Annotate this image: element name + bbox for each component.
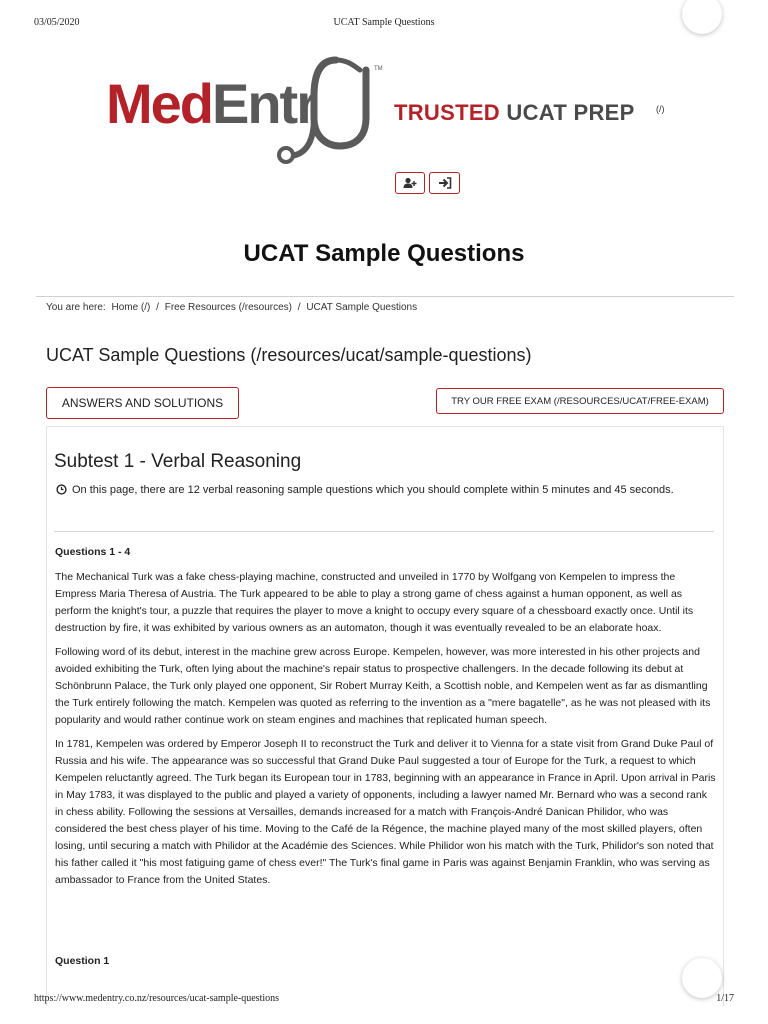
- print-date: 03/05/2020: [34, 17, 80, 28]
- tagline-rest: UCAT PREP: [500, 100, 635, 125]
- breadcrumb-home[interactable]: Home (/): [111, 302, 151, 313]
- breadcrumb-free-resources[interactable]: Free Resources (/resources): [164, 302, 292, 313]
- tagline-link[interactable]: (/): [656, 104, 665, 114]
- passage: [55, 569, 717, 896]
- sign-in-icon: [438, 177, 452, 189]
- intro-text: On this page, there are 12 verbal reasoning sample questions which you should complete within 5 minutes and 45 seconds.: [72, 484, 674, 496]
- print-footer: [0, 993, 768, 1007]
- user-plus-icon: [403, 177, 417, 189]
- free-exam-button[interactable]: TRY OUR FREE EXAM (/RESOURCES/UCAT/FREE-EXAM): [436, 388, 724, 414]
- tagline-trusted: TRUSTED: [394, 100, 500, 125]
- register-button[interactable]: [395, 172, 425, 194]
- clock-icon: [56, 484, 67, 495]
- passage-paragraph: The Mechanical Turk was a fake chess-playing machine, constructed and unveiled in 1770 by Wolfgang von Kempelen to impress the Empress Maria Theresa of Austria. The Turk appeared to be able to play a strong game of chess against a human opponent, as well as perform the knight's tour, a puzzle that requires the player to move a knight to occupy every square of a chessboard exactly once. Until its destruction by fire, it was exhibited by various owners as an automaton, though it was eventually revealed to be an elaborate hoax.: [55, 571, 694, 634]
- logo-med: Med: [106, 72, 212, 135]
- logo-tm: TM: [374, 66, 383, 72]
- section-heading-link[interactable]: UCAT Sample Questions (/resources/ucat/sample-questions): [46, 345, 532, 365]
- passage-paragraph: Following word of its debut, interest in the machine grew across Europe. Kempelen, however, was more interested in his other projects and avoided exhibiting the Turk, often lying about the machine's repair status to prospective challengers. In the decade following its debut at Schönbrunn Palace, the Turk only played one opponent, Sir Robert Murray Keith, a Scottish noble, and Kempelen went as far as dismantling the Turk entirely following the match. Kempelen was quoted as referring to the invention as a "mere bagatelle", as he was not pleased with its popularity and would rather continue work on steam engines and machines that replicated human speech.: [55, 646, 711, 726]
- subtest-title: Subtest 1 - Verbal Reasoning: [54, 451, 302, 472]
- card-divider: [54, 531, 714, 532]
- page-title: UCAT Sample Questions: [243, 240, 525, 267]
- breadcrumb-prefix: You are here:: [46, 302, 106, 313]
- question-1-heading: Question 1: [55, 955, 110, 967]
- answers-solutions-button[interactable]: ANSWERS AND SOLUTIONS: [46, 387, 239, 419]
- subtest-intro: [56, 482, 696, 499]
- login-button[interactable]: [429, 172, 460, 194]
- breadcrumb: [46, 302, 420, 313]
- breadcrumb-separator: /: [156, 302, 159, 313]
- passage-paragraph: In 1781, Kempelen was ordered by Emperor Joseph II to reconstruct the Turk and deliver it to Vienna for a state visit from Grand Duke Paul of Russia and his wife. The appearance was so successful that Grand Duke Paul suggested a tour of Europe for the Turk, a request to which Kempelen reluctantly agreed. The Turk began its European tour in 1783, beginning with an appearance in France in April. Upon arrival in Paris in May 1783, it was displayed to the public and played a variety of opponents, including a lawyer named Mr. Bernard who was a second rank in chess ability. Following the sessions at Versailles, demands increased for a match with François-André Danican Philidor, who was considered the best chess player of his time. Moving to the Café de la Régence, the machine played many of the most skilled players, often losing, until securing a match with Philidor at the Académie des Sciences. While Philidor won his match with the Turk, Philidor's son noted that his father called it "his most fatiguing game of chess ever!" The Turk's final game in Paris was against Benjamin Franklin, who was serving as ambassador to France from the United States.: [55, 738, 716, 886]
- logo-entry: Entr: [212, 72, 316, 135]
- stethoscope-icon: [274, 56, 399, 164]
- print-page-number: 1/17: [716, 993, 734, 1004]
- print-title: UCAT Sample Questions: [333, 17, 435, 28]
- tagline: [394, 100, 635, 126]
- divider: [36, 296, 734, 297]
- questions-heading: Questions 1 - 4: [55, 546, 131, 558]
- breadcrumb-current: UCAT Sample Questions: [306, 302, 418, 313]
- floating-button-bottom[interactable]: [682, 958, 722, 998]
- print-header: [0, 17, 768, 31]
- medentry-logo[interactable]: [106, 56, 396, 164]
- breadcrumb-separator: /: [297, 302, 301, 313]
- print-url: https://www.medentry.co.nz/resources/ucat-sample-questions: [34, 993, 280, 1004]
